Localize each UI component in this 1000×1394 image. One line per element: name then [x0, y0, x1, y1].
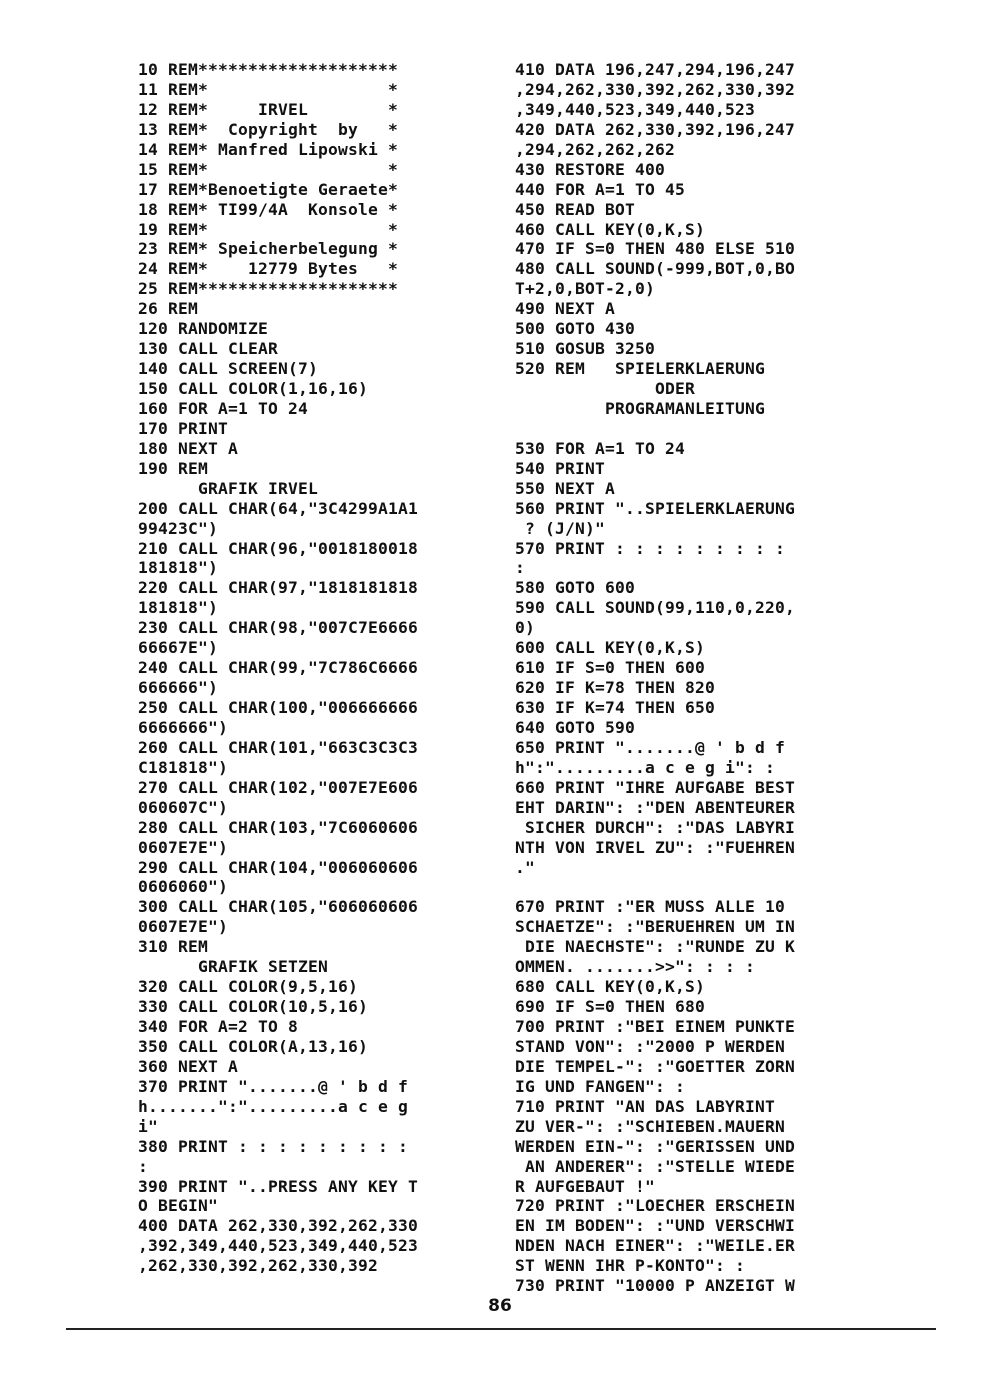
code-line: 460 CALL KEY(0,K,S) — [515, 219, 706, 239]
code-line: C181818") — [138, 757, 229, 777]
code-line: 520 REM SPIELERKLAERUNG — [515, 359, 766, 379]
code-line: 270 CALL CHAR(102,"007E7E606 — [138, 777, 419, 797]
code-line: 666666") — [138, 678, 219, 698]
code-line: 310 REM — [138, 937, 209, 957]
code-line — [515, 877, 795, 897]
code-line: 6666666") — [138, 717, 229, 737]
code-line: 560 PRINT "..SPIELERKLAERUNG — [515, 498, 796, 518]
code-line: 330 CALL COLOR(10,5,16) — [138, 997, 369, 1017]
code-line: O BEGIN" — [138, 1196, 219, 1216]
code-line: 300 CALL CHAR(105,"606060606 — [138, 897, 419, 917]
code-line: 720 PRINT :"LOECHER ERSCHEIN — [515, 1196, 796, 1216]
code-line: DIE NAECHSTE": :"RUNDE ZU K — [515, 937, 796, 957]
code-line: 260 CALL CHAR(101,"663C3C3C3 — [138, 737, 419, 757]
code-line: 180 NEXT A — [138, 438, 239, 458]
code-line: 150 CALL COLOR(1,16,16) — [138, 379, 369, 398]
code-line: 13 REM* Copyright by * — [138, 119, 399, 139]
code-line: 17 REM*Benoetigte Geraete* — [138, 179, 399, 199]
code-line: EHT DARIN": :"DEN ABENTEURER — [515, 797, 796, 817]
code-line: OMMEN. .......>>": : : : — [515, 957, 756, 977]
code-line: NTH VON IRVEL ZU": :"FUEHREN — [515, 837, 796, 857]
code-line: 690 IF S=0 THEN 680 — [515, 997, 706, 1017]
code-line: 550 NEXT A — [515, 478, 616, 498]
code-line: ZU VER-": :"SCHIEBEN.MAUERN — [515, 1116, 786, 1136]
code-line: 450 READ BOT — [515, 199, 636, 219]
page-number: 86 — [488, 1296, 512, 1316]
code-line: 500 GOTO 430 — [515, 319, 636, 339]
code-line: 700 PRINT :"BEI EINEM PUNKTE — [515, 1017, 796, 1036]
code-line: 25 REM******************** — [138, 279, 399, 299]
code-line: STAND VON": :"2000 P WERDEN — [515, 1036, 786, 1056]
code-line: 19 REM* * — [138, 219, 399, 239]
bottom-rule — [66, 1328, 936, 1330]
code-line: 140 CALL SCREEN(7) — [138, 359, 319, 379]
code-line: 630 IF K=74 THEN 650 — [515, 698, 716, 717]
code-line: 280 CALL CHAR(103,"7C6060606 — [138, 817, 419, 837]
code-line: 370 PRINT ".......@ ' b d f — [138, 1076, 409, 1096]
code-line: 220 CALL CHAR(97,"1818181818 — [138, 578, 419, 598]
code-line: ? (J/N)" — [515, 518, 606, 538]
code-line: 570 PRINT : : : : : : : : : — [515, 538, 786, 558]
code-line: ,294,262,262,262 — [515, 139, 676, 159]
code-line: 26 REM — [138, 299, 199, 319]
code-line: 99423C") — [138, 518, 219, 538]
code-line: 14 REM* Manfred Lipowski * — [138, 139, 399, 159]
code-line: 340 FOR A=2 TO 8 — [138, 1017, 299, 1036]
code-line: 210 CALL CHAR(96,"0018180018 — [138, 538, 419, 558]
code-line: 470 IF S=0 THEN 480 ELSE 510 — [515, 239, 796, 259]
code-line: SCHAETZE": :"BERUEHREN UM IN — [515, 917, 796, 937]
code-line: 190 REM — [138, 458, 209, 478]
listing-column-left — [138, 60, 418, 1276]
code-line: 360 NEXT A — [138, 1056, 239, 1076]
code-line: GRAFIK IRVEL — [138, 478, 319, 498]
code-line: 530 FOR A=1 TO 24 — [515, 438, 686, 458]
code-line: i" — [138, 1116, 159, 1136]
code-line: 0607E7E") — [138, 917, 229, 937]
code-line: 590 CALL SOUND(99,110,0,220, — [515, 598, 796, 618]
code-line: GRAFIK SETZEN — [138, 957, 329, 977]
code-line: 540 PRINT — [515, 458, 606, 478]
code-line: 440 FOR A=1 TO 45 — [515, 179, 686, 199]
code-line: 380 PRINT : : : : : : : : : — [138, 1136, 409, 1156]
listing-column-right — [515, 60, 795, 1296]
code-line: ST WENN IHR P-KONTO": : — [515, 1256, 746, 1276]
code-line: EN IM BODEN": :"UND VERSCHWI — [515, 1216, 796, 1236]
code-line: h":".........a c e g i": : — [515, 757, 776, 777]
code-line: 420 DATA 262,330,392,196,247 — [515, 119, 796, 139]
code-line: 240 CALL CHAR(99,"7C786C6666 — [138, 658, 419, 678]
code-line: 670 PRINT :"ER MUSS ALLE 10 — [515, 897, 786, 917]
code-line: 250 CALL CHAR(100,"006666666 — [138, 698, 419, 717]
code-line: ." — [515, 857, 536, 877]
code-line: 710 PRINT "AN DAS LABYRINT — [515, 1096, 776, 1116]
code-line: 320 CALL COLOR(9,5,16) — [138, 977, 359, 997]
code-line: 0606060") — [138, 877, 229, 897]
code-line: ,262,330,392,262,330,392 — [138, 1256, 379, 1276]
code-line: 400 DATA 262,330,392,262,330 — [138, 1216, 419, 1236]
code-line: : — [515, 558, 526, 578]
code-line: 15 REM* * — [138, 159, 399, 179]
code-line: IG UND FANGEN": : — [515, 1076, 686, 1096]
code-line: h.......":".........a c e g — [138, 1096, 409, 1116]
code-line: 580 GOTO 600 — [515, 578, 636, 598]
code-line: 390 PRINT "..PRESS ANY KEY T — [138, 1176, 419, 1196]
code-line: 350 CALL COLOR(A,13,16) — [138, 1036, 369, 1056]
code-line: NDEN NACH EINER": :"WEILE.ER — [515, 1236, 796, 1256]
code-line: DIE TEMPEL-": :"GOETTER ZORN — [515, 1056, 796, 1076]
code-line: 680 CALL KEY(0,K,S) — [515, 977, 706, 997]
code-line: : — [138, 1156, 149, 1176]
code-line: 10 REM******************** — [138, 60, 399, 79]
code-line: 640 GOTO 590 — [515, 717, 636, 737]
code-line: 610 IF S=0 THEN 600 — [515, 658, 706, 678]
code-line: ,392,349,440,523,349,440,523 — [138, 1236, 419, 1256]
code-line: 660 PRINT "IHRE AUFGABE BEST — [515, 777, 796, 797]
code-line: 200 CALL CHAR(64,"3C4299A1A1 — [138, 498, 419, 518]
code-line: AN ANDERER": :"STELLE WIEDE — [515, 1156, 796, 1176]
code-line: 24 REM* 12779 Bytes * — [138, 259, 399, 279]
code-line: 060607C") — [138, 797, 229, 817]
code-line: 620 IF K=78 THEN 820 — [515, 678, 716, 698]
code-line: ,294,262,330,392,262,330,392 — [515, 79, 796, 99]
code-line: 410 DATA 196,247,294,196,247 — [515, 60, 796, 79]
code-line: 170 PRINT — [138, 418, 229, 438]
code-line: 730 PRINT "10000 P ANZEIGT W — [515, 1276, 796, 1296]
code-line: 230 CALL CHAR(98,"007C7E6666 — [138, 618, 419, 638]
code-line: 0607E7E") — [138, 837, 229, 857]
code-line: 650 PRINT ".......@ ' b d f — [515, 737, 786, 757]
code-line: PROGRAMANLEITUNG — [515, 398, 766, 418]
code-line: 130 CALL CLEAR — [138, 339, 279, 359]
code-line: 23 REM* Speicherbelegung * — [138, 239, 399, 259]
code-line: ODER — [515, 379, 696, 398]
code-line: ,349,440,523,349,440,523 — [515, 99, 756, 119]
code-line: 430 RESTORE 400 — [515, 159, 666, 179]
code-line: 510 GOSUB 3250 — [515, 339, 656, 359]
code-line: WERDEN EIN-": :"GERISSEN UND — [515, 1136, 796, 1156]
code-line: 600 CALL KEY(0,K,S) — [515, 638, 706, 658]
code-line: 160 FOR A=1 TO 24 — [138, 398, 309, 418]
code-line: 181818") — [138, 558, 219, 578]
code-line: T+2,0,BOT-2,0) — [515, 279, 656, 299]
code-line: 18 REM* TI99/4A Konsole * — [138, 199, 399, 219]
code-line: SICHER DURCH": :"DAS LABYRI — [515, 817, 796, 837]
code-line: R AUFGEBAUT !" — [515, 1176, 656, 1196]
code-line: 0) — [515, 618, 536, 638]
code-line: 11 REM* * — [138, 79, 399, 99]
code-line: 490 NEXT A — [515, 299, 616, 319]
code-line: 12 REM* IRVEL * — [138, 99, 399, 119]
code-line: 290 CALL CHAR(104,"006060606 — [138, 857, 419, 877]
code-line: 120 RANDOMIZE — [138, 319, 269, 339]
code-line: 480 CALL SOUND(-999,BOT,0,BO — [515, 259, 796, 279]
code-line — [515, 419, 795, 439]
code-line: 66667E") — [138, 638, 219, 658]
code-line: 181818") — [138, 598, 219, 618]
